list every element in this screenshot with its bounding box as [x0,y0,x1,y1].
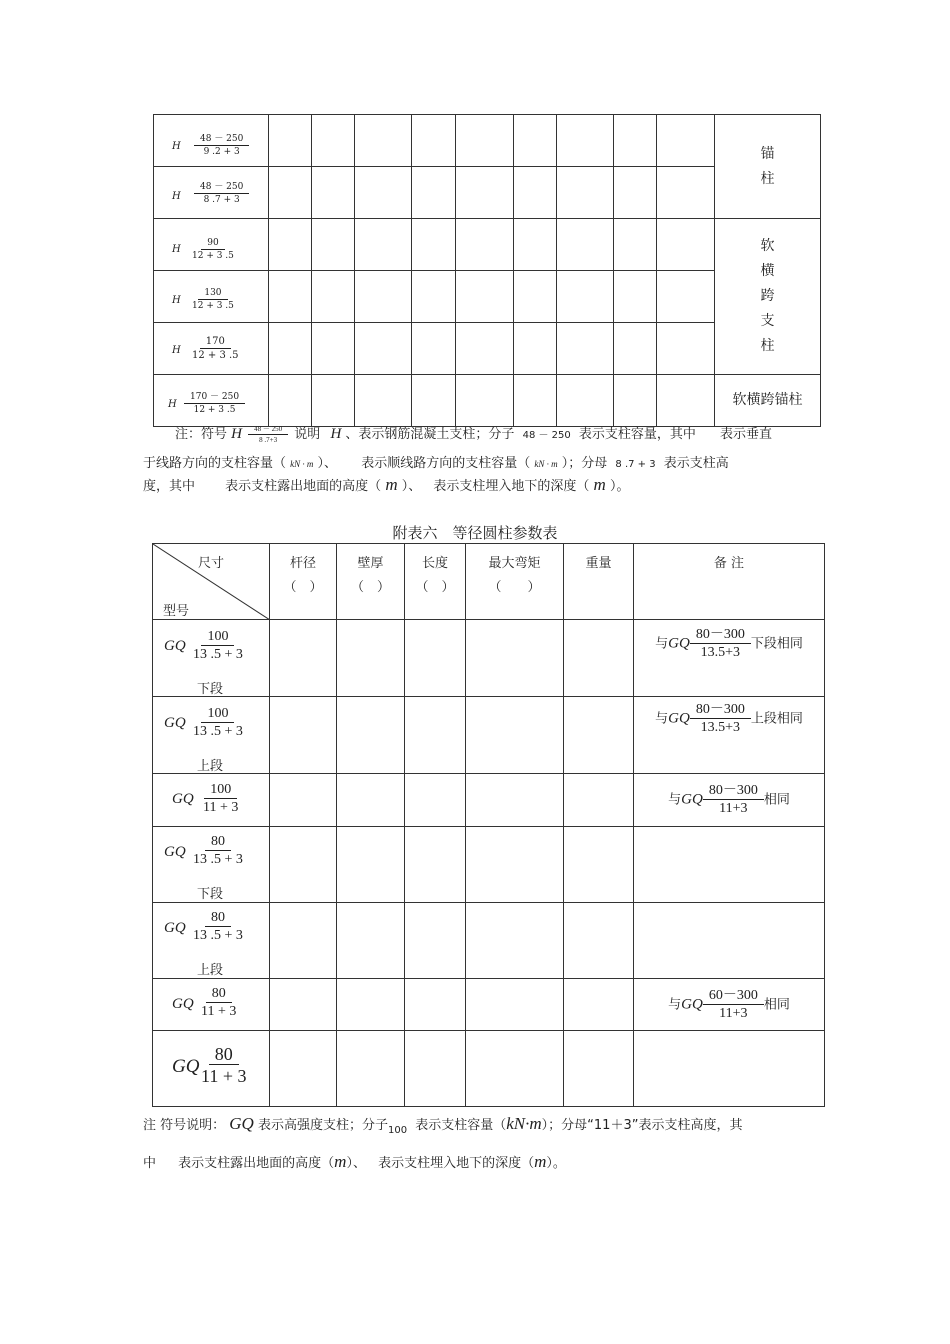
model-prefix: H [172,345,181,356]
note2-line1: 注 符号说明： GQ 表示高强度支柱；分子$_{100}$ 表示支柱容量（kN·m）；分母“11＋3”表示支柱高度，其 [143,1114,743,1136]
model-cell [154,115,269,167]
pole-table-2 [152,543,825,1107]
header-remarks: 备 注 [634,544,825,620]
table2-title: 附表六 等径圆柱参数表 [392,524,558,542]
model-cell [154,167,269,219]
model-cell: GQ $\frac{80}{11 + 3}$ [153,979,270,1031]
category-anchor: 锚 柱 [715,115,821,219]
model-numerator: 48 － 250 [194,183,249,194]
remark-cell: 与GQ $\frac{80-300}{11+3}$ 相同 [634,774,825,827]
model-prefix: H [172,244,181,255]
remark-cell: 与GQ $\frac{60-300}{11+3}$ 相同 [634,979,825,1031]
category-soft-span: 软 横 跨 支 柱 [715,219,821,375]
note1-line2: 于线路方向的支柱容量（ kN · m ）、 表示顺线路方向的支柱容量（ kN · m ）；分母 8 .7 + 3 表示支柱高 [143,456,729,471]
model-denominator: 8 .7 + 3 [203,195,240,205]
model-cell: GQ $\frac{100}{11 + 3}$ [153,774,270,827]
model-denominator: 12 + 3 .5 [192,251,234,261]
model-cell: GQ $\frac{100}{13 .5 + 3}$ 上段 [153,697,270,774]
model-cell: GQ $\frac{100}{13 .5 + 3}$ 下段 [153,620,270,697]
model-cell: GQ $\frac{80}{11 + 3}$ [153,1031,270,1107]
header-max-moment: 最大弯矩 （ ） [466,544,564,620]
model-numerator: 130 [198,289,227,300]
remark-cell: 与GQ $\frac{80-300}{13.5+3}$ 上段相同 [634,697,825,774]
note1-line1: 注：符号 H $\frac{48 - 250}{8 .7+3}$ 说明 H 、表示钢筋混凝土支柱；分子 48 － 250 表示支柱容量，其中 表示垂直 [175,424,773,444]
header-wall-thickness: 壁厚 （ ） [337,544,405,620]
note2-line2: 中 表示支柱露出地面的高度（m）、 表示支柱埋入地下的深度（m）。 [143,1152,566,1171]
model-cell [154,375,269,427]
model-cell [154,323,269,375]
model-numerator: 90 [201,239,224,250]
model-cell: GQ $\frac{80}{13 .5 + 3}$ 下段 [153,827,270,903]
model-numerator: 170 [200,337,231,349]
model-numerator: 48 － 250 [194,135,249,146]
header-weight: 重量 [564,544,634,620]
diagonal-header: 尺寸 型号 [153,544,270,620]
header-length: 长度 （ ） [405,544,466,620]
note1-line3: 度，其中 表示支柱露出地面的高度（ m ）、 表示支柱埋入地下的深度（ m ）。 [143,475,630,494]
model-prefix: H [172,141,181,152]
model-denominator: 12 + 3 .5 [192,301,234,311]
model-denominator: 12 + 3 .5 [192,350,239,361]
model-denominator: 9 .2 + 3 [203,147,240,157]
model-prefix: H [172,295,181,306]
model-denominator: 12 + 3 .5 [193,405,236,415]
category-soft-anchor: 软横跨锚柱 [715,375,821,427]
model-cell [154,219,269,271]
model-cell: GQ $\frac{80}{13 .5 + 3}$ 上段 [153,903,270,979]
model-cell [154,271,269,323]
header-diameter: 杆径 （ ） [270,544,337,620]
remark-cell: 与GQ $\frac{80-300}{13.5+3}$ 下段相同 [634,620,825,697]
pole-table-1 [153,114,821,427]
model-prefix: H [172,191,181,202]
model-prefix: H [168,399,177,410]
model-numerator: 170 － 250 [184,393,245,404]
